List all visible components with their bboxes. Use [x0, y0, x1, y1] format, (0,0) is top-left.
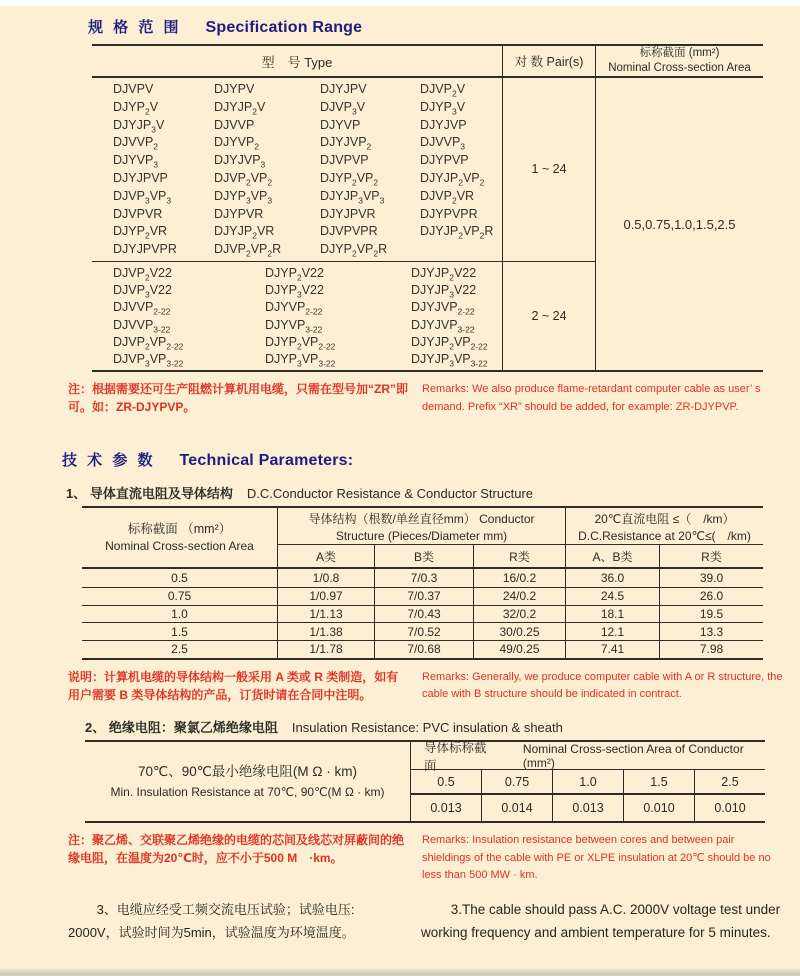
dc-header-cross-en: Nominal Cross-section Area — [105, 539, 254, 554]
model-type: $DJYJP_3V22$ — [411, 283, 477, 300]
model-type: DJYJVP — [420, 117, 467, 132]
dc-value: 7/0.43 — [374, 605, 473, 623]
insulation-left-cn: 70℃、90℃最小绝缘电阻(M Ω · km) — [138, 764, 357, 780]
model-type: DJVPV — [113, 82, 154, 96]
conductor-size: 1.0 — [552, 770, 623, 795]
model-type: $DJYVP_{3-22}$ — [265, 317, 323, 335]
voltage-test-cn: 3、电缆应经受工频交流电压试验；试验电压: 2000V，试验时间为5min，试验温度为环境温度。 — [68, 901, 355, 940]
model-type: $DJYP_2V22$ — [265, 265, 324, 283]
model-type: $DJVP_3V$ — [320, 99, 366, 117]
spec-table-header — [92, 46, 763, 78]
dc-value: 13.3 — [659, 622, 763, 640]
dc-header-structure-en: Conductor Structure (Pieces/Diameter mm) — [335, 512, 535, 543]
insulation-resistance-value: 0.013 — [552, 795, 623, 821]
model-type: DJYJPVP — [113, 170, 168, 185]
spec-range-title-cn: 规 格 范 围 — [88, 19, 182, 36]
insulation-resistance-value: 0.014 — [481, 795, 552, 821]
voltage-test-en: 3.The cable should pass A.C. 2000V voltage test under working frequency and ambient temperature for 5 minutes. — [421, 901, 781, 940]
model-type: $DJVP_3V22$ — [113, 283, 172, 300]
model-type: $DJYJP_3V$ — [113, 117, 165, 135]
dc-value: 0.75 — [82, 587, 277, 605]
model-type: DJYJPV — [320, 82, 367, 96]
conductor-size: 0.75 — [481, 770, 552, 795]
model-type: DJVPVP — [320, 153, 369, 168]
insulation-size-header-en: Nominal Cross-section Area of Conductor (mm²) — [522, 741, 744, 770]
model-type: DJYPVPR — [420, 206, 478, 221]
dc-header-resistance-en: D.C.Resistance at 20℃≤( /km) — [578, 528, 751, 543]
dc-value: 0.5 — [171, 571, 188, 586]
model-type: $DJYJP_3VP_{3-22}$ — [411, 351, 488, 369]
dc-value: 1/0.97 — [277, 587, 374, 605]
model-type: $DJVP_3VP_3$ — [113, 188, 172, 206]
dc-value: 7/0.52 — [374, 622, 473, 640]
page-bottom-edge — [0, 967, 800, 976]
note-conductor-structure — [68, 668, 786, 704]
dc-table — [82, 506, 763, 659]
spec-header-type: 型 号 Type — [92, 46, 502, 78]
spec-pairs-group2: 2 ~ 24 — [502, 261, 596, 370]
model-type: $DJYJVP_3$ — [214, 153, 266, 170]
dc-value: 30/0.25 — [473, 622, 565, 640]
spec-cross-section-value: 0.5,0.75,1.0,1.5,2.5 — [623, 216, 736, 232]
dc-subheader: A、B类 — [565, 544, 659, 569]
spec-pairs-group1: 1 ~ 24 — [502, 78, 596, 261]
page-top-edge — [0, 0, 800, 6]
model-type: $DJYJP_2V22$ — [411, 265, 477, 283]
insulation-table — [85, 740, 765, 823]
note-flame-retardant-en: Remarks: We also produce flame-retardant computer cable as user’ s demand. Prefix “XR” should be added, for example: ZR-DJYPVP. — [422, 383, 761, 413]
dc-value: 1.0 — [82, 605, 277, 623]
model-type: $DJYP_3VP_3$ — [214, 188, 273, 206]
spec-header-cross-cn: 标称截面 (mm²) — [639, 47, 720, 60]
dc-subheader: R类 — [473, 544, 565, 569]
insulation-resistance-value: 0.010 — [623, 795, 694, 821]
spec-range-title-en: Specification Range — [205, 19, 363, 36]
note-flame-retardant-cn: 注：根据需要还可生产阻燃计算机用电缆，只需在型号加“ZR”即可。如：ZR-DJYPVP。 — [68, 382, 409, 415]
section1-heading-cn: 1、 导体直流电阻及导体结构 — [66, 486, 233, 502]
dc-value: 39.0 — [659, 569, 763, 587]
insulation-resistance-value: 0.013 — [410, 795, 481, 821]
dc-value: 24.5 — [565, 587, 659, 605]
model-type: $DJVP_2VP_2R$ — [214, 242, 282, 259]
model-type: $DJYP_2VP_2$ — [320, 170, 379, 188]
dc-header-structure-group — [277, 508, 565, 544]
dc-value: 2.5 — [82, 640, 277, 658]
dc-header-structure-cn: 导体结构（根数/单丝直径mm） — [308, 512, 476, 527]
note-insulation — [68, 831, 786, 885]
dc-value: 1/0.8 — [277, 569, 374, 587]
dc-value: 32/0.2 — [473, 605, 565, 623]
dc-value: 24/0.2 — [473, 587, 565, 605]
model-type: $DJVVP_{3-22}$ — [113, 317, 171, 335]
model-type — [420, 241, 502, 259]
spec-models-group2 — [92, 261, 502, 370]
model-type: $DJVP_2VR$ — [420, 188, 475, 206]
model-type: $DJYP_2VR$ — [113, 224, 168, 241]
dc-header-cross-section — [82, 508, 277, 569]
model-type: $DJVVP_2$ — [113, 135, 159, 152]
model-type: $DJYJP_2VP_{2-22}$ — [411, 334, 488, 352]
insulation-resistance-value: 0.010 — [694, 795, 765, 821]
note-insulation-en: Remarks: Insulation resistance between cores and between pair shieldings of the cable with PE or XLPE insulation at 20℃ should be no less than 500 MW · km. — [422, 834, 771, 882]
insulation-left-header — [85, 742, 410, 821]
dc-value: 1/1.38 — [277, 622, 374, 640]
model-type: DJYVP — [320, 117, 361, 132]
section2-heading-en: Insulation Resistance: PVC insulation & sheath — [291, 720, 563, 735]
dc-value: 36.0 — [565, 569, 659, 587]
model-type: $DJVVP_3$ — [420, 135, 466, 152]
model-type: $DJYJP_2VR$ — [214, 224, 275, 241]
dc-value: 12.1 — [565, 622, 659, 640]
model-type: DJYJPVPR — [113, 242, 177, 257]
model-type: $DJYJVP_{3-22}$ — [411, 317, 475, 335]
model-type: $DJVP_2VP_{2-22}$ — [113, 334, 184, 352]
model-type: $DJYJVP_{2-22}$ — [411, 300, 475, 317]
insulation-left-en: Min. Insulation Resistance at 70℃, 90℃(M Ω · km) — [110, 784, 385, 799]
model-type: $DJYJP_2V$ — [214, 99, 266, 117]
spec-table-body — [92, 78, 763, 370]
model-type: $DJVVP_{2-22}$ — [113, 300, 171, 317]
dc-value: 7/0.68 — [374, 640, 473, 658]
spec-header-cross-section — [596, 46, 763, 78]
dc-subheader: A类 — [277, 544, 374, 569]
insulation-size-header — [410, 740, 765, 773]
model-type: $DJYVP_{2-22}$ — [265, 300, 323, 317]
dc-subheader: B类 — [374, 544, 473, 569]
note-conductor-structure-cn: 说明：计算机电缆的导体结构一般采用 A 类或 R 类制造，如有用户需要 B 类导体结构的产品，订货时请在合同中注明。 — [68, 669, 399, 702]
technical-parameters-title-cn: 技 术 参 数 — [62, 452, 156, 470]
dc-value: 7.41 — [565, 640, 659, 658]
note-flame-retardant — [68, 380, 786, 416]
dc-value: 16/0.2 — [473, 569, 565, 587]
model-type: $DJYJVP_2$ — [320, 135, 372, 152]
section1-heading-en: D.C.Conductor Resistance & Conductor Structure — [246, 486, 534, 502]
dc-value: 49/0.25 — [473, 640, 565, 658]
dc-value: 19.5 — [659, 605, 763, 623]
model-type: $DJYP_3V$ — [420, 99, 466, 117]
spec-header-cross-en: Nominal Cross-section Area — [608, 62, 751, 74]
model-type: DJVPVR — [113, 206, 163, 221]
voltage-test-paragraph — [68, 899, 784, 945]
conductor-size: 2.5 — [694, 770, 765, 795]
model-type: $DJVP_2VP_2$ — [214, 170, 273, 188]
model-type: $DJYVP_3$ — [113, 153, 159, 170]
dc-value: 1/1.78 — [277, 640, 374, 658]
dc-value: 1.5 — [82, 622, 277, 640]
model-type: $DJYP_2VP_{2-22}$ — [265, 334, 336, 352]
spec-models-group1 — [92, 78, 502, 261]
technical-parameters-title-en: Technical Parameters: — [179, 452, 354, 470]
model-type: $DJVP_2V$ — [420, 82, 466, 99]
spec-range-title — [88, 16, 800, 37]
dc-value: 18.1 — [565, 605, 659, 623]
section1-heading — [66, 483, 800, 502]
dc-header-resistance-group — [565, 508, 763, 544]
model-type: DJYPV — [214, 82, 255, 96]
conductor-size: 1.5 — [623, 770, 694, 795]
model-type: DJYPVR — [214, 206, 264, 221]
model-type: $DJYP_2V$ — [113, 99, 159, 117]
model-type: $DJYJP_2VP_2R$ — [420, 224, 494, 241]
section2-heading-cn: 2、 绝缘电阻：聚氯乙烯绝缘电阻 — [85, 720, 278, 735]
model-type: DJYJPVR — [320, 206, 376, 221]
spec-table — [92, 44, 763, 372]
model-type: $DJYJP_3VP_3$ — [320, 188, 385, 206]
model-type: $DJYP_2VP_2R$ — [320, 242, 388, 259]
dc-subheader: R类 — [659, 544, 763, 569]
spec-header-pairs: 对 数 Pair(s) — [502, 46, 596, 78]
dc-header-resistance-cn: 20℃直流电阻 ≤（ /km） — [594, 512, 735, 527]
dc-value: 1/1.13 — [277, 605, 374, 623]
model-type: $DJYJP_2VP_2$ — [420, 170, 485, 188]
dc-value: 26.0 — [659, 587, 763, 605]
model-type: DJVPVPR — [320, 224, 378, 239]
dc-value: 7/0.37 — [374, 587, 473, 605]
model-type: DJVVP — [214, 117, 255, 132]
model-type: $DJYVP_2$ — [214, 135, 260, 152]
section2-heading — [85, 717, 800, 736]
model-type: $DJYP_3V22$ — [265, 283, 324, 300]
model-type: $DJYP_3VP_{3-22}$ — [265, 351, 336, 369]
note-conductor-structure-en: Remarks: Generally, we produce computer cable with A or R structure, the cable with B structure should be indicated in contract. — [422, 670, 783, 701]
technical-parameters-title — [62, 449, 800, 470]
insulation-size-header-cn: 导体标称截面 — [424, 740, 487, 773]
model-type: DJYPVP — [420, 153, 469, 168]
dc-header-cross-cn: 标称截面 （mm²） — [127, 522, 232, 537]
model-type: $DJVP_2V22$ — [113, 265, 172, 283]
model-type: $DJVP_3VP_{3-22}$ — [113, 351, 184, 369]
note-insulation-cn: 注：聚乙烯、交联聚乙烯绝缘的电缆的芯间及线芯对屏蔽间的绝缘电阻，在温度为20℃时，应不小于500 M ·km。 — [68, 833, 405, 865]
conductor-size: 0.5 — [410, 770, 481, 795]
dc-value: 7.98 — [659, 640, 763, 658]
dc-value: 7/0.3 — [374, 569, 473, 587]
